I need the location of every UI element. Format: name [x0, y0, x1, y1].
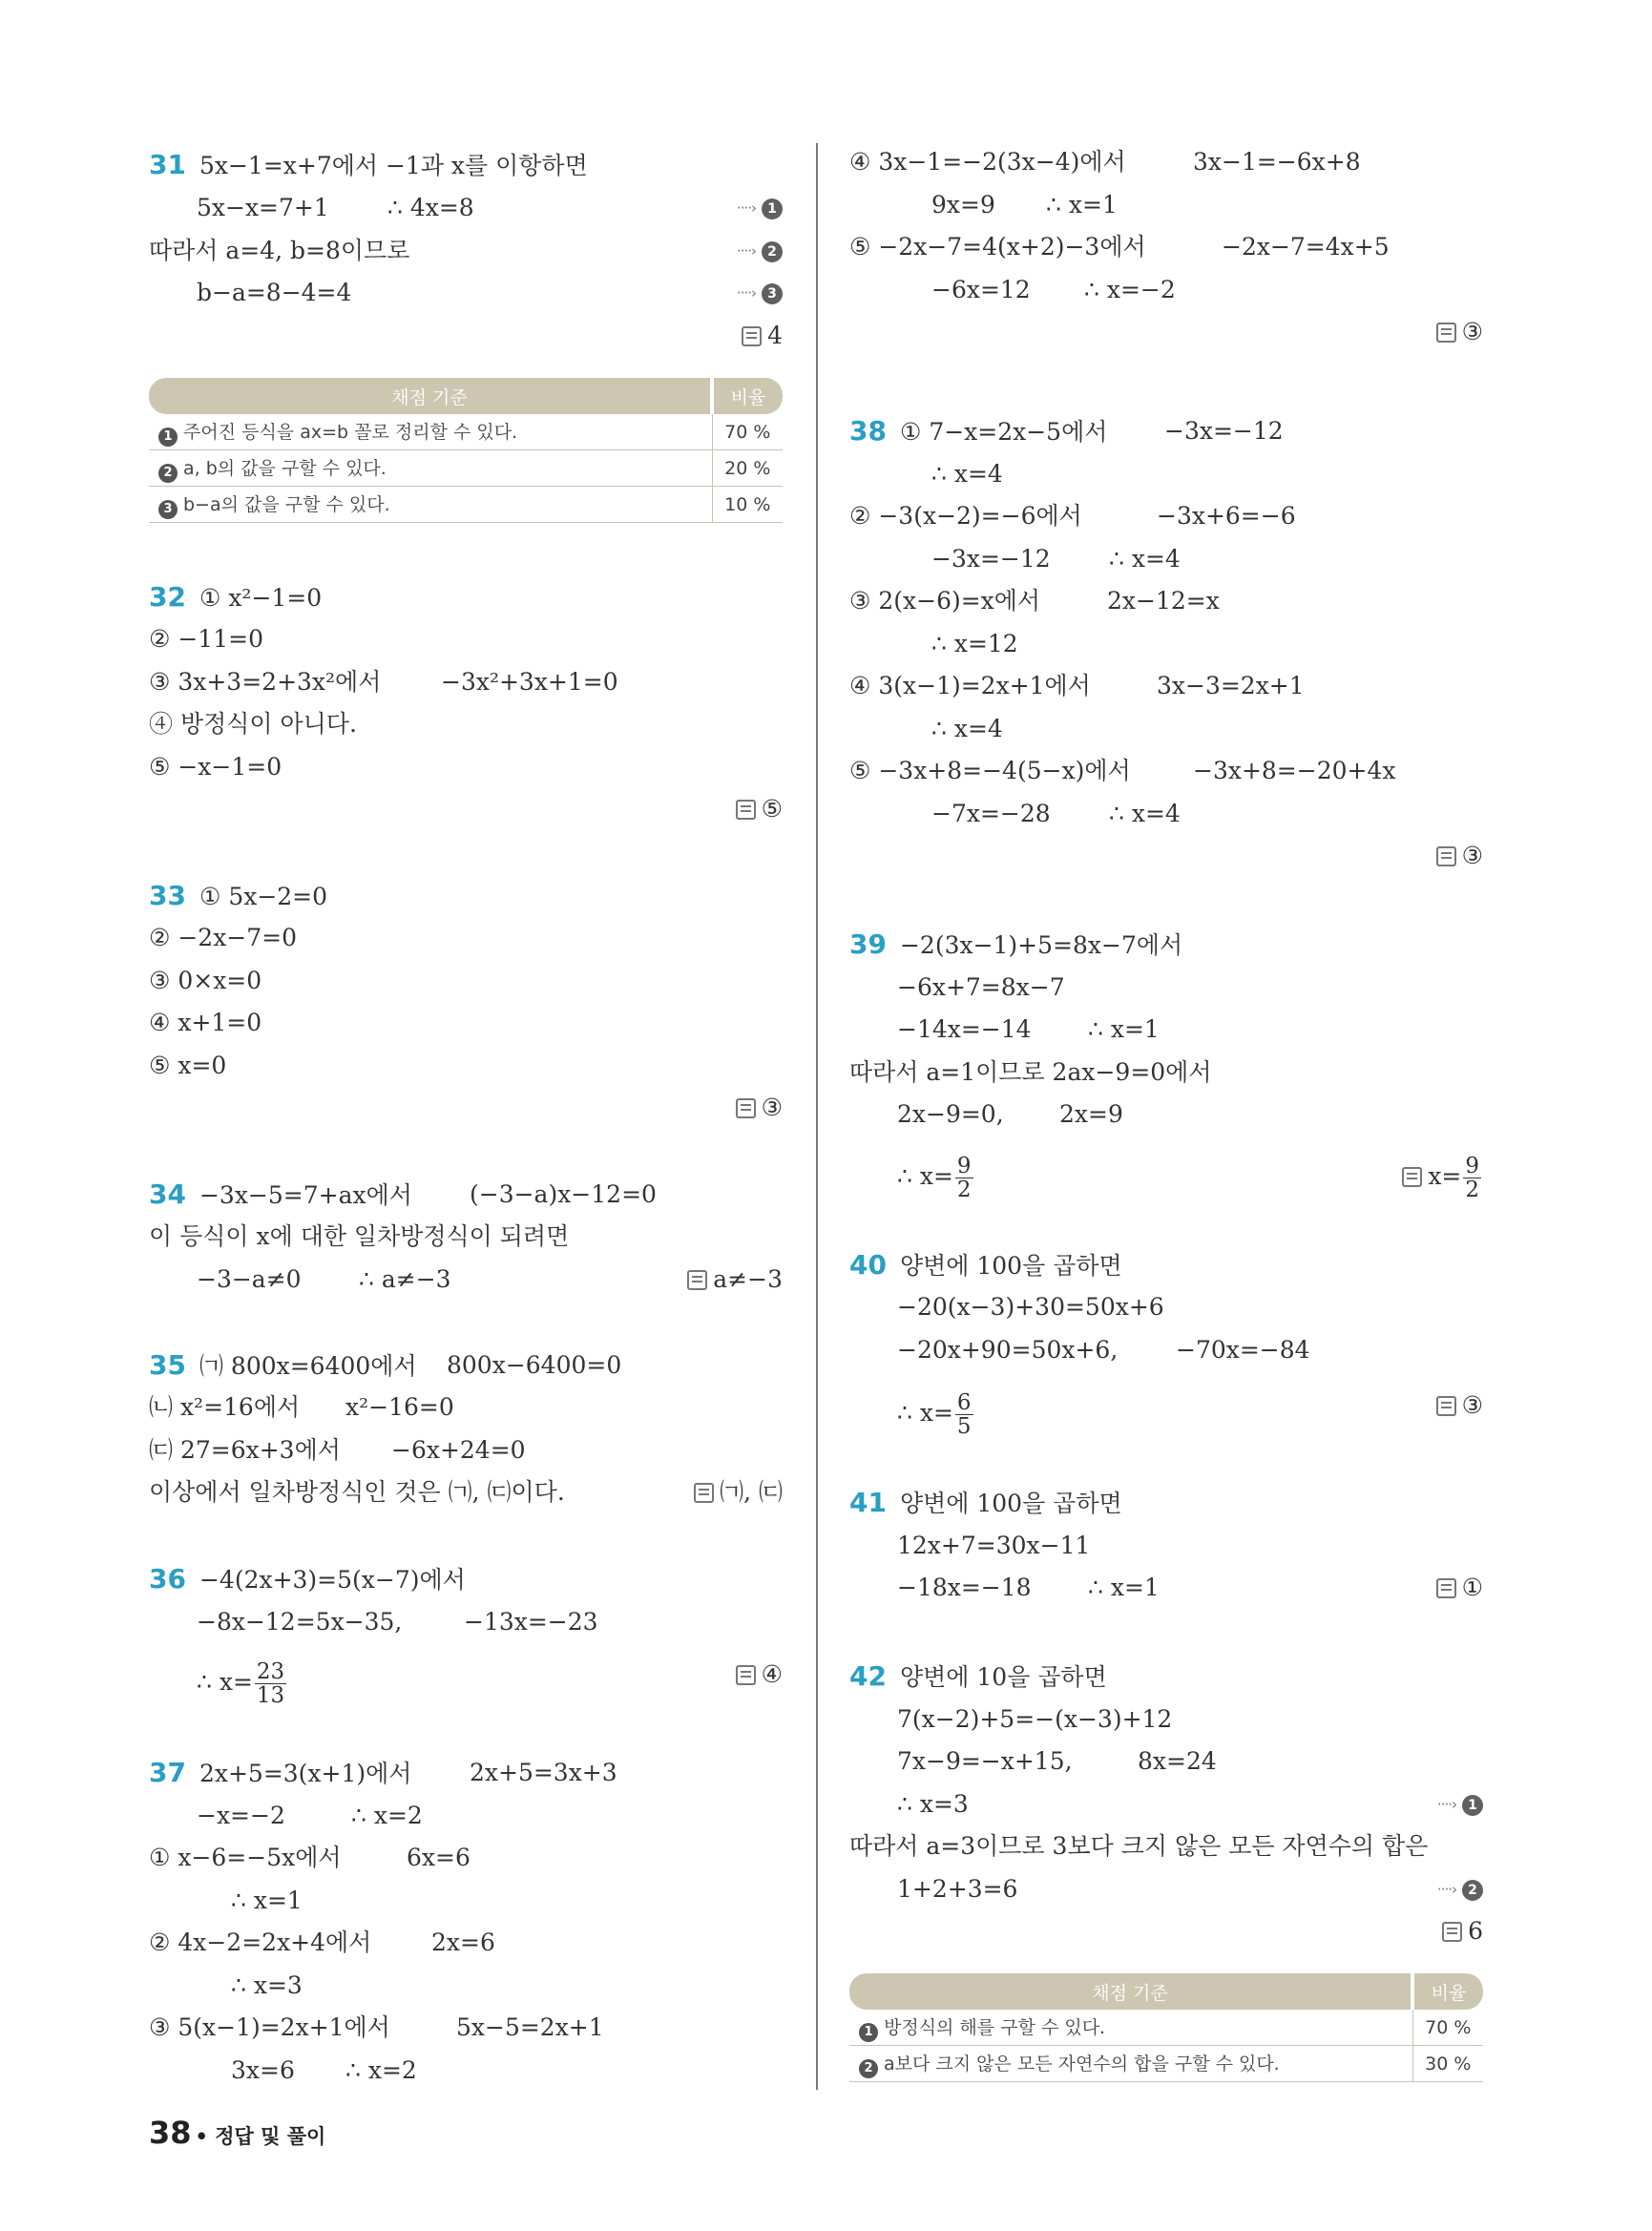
solution-line: −6x+24=0: [391, 1436, 526, 1464]
solution-line: −2(3x−1)+5=8x−7에서: [899, 931, 1183, 959]
answer-badge: ④: [736, 1660, 783, 1689]
solution-line: ② 4x−2=2x+4에서: [149, 1929, 372, 1956]
solution-line: −6x+7=8x−7: [897, 973, 1065, 1001]
solution-line: 3x−3=2x+1: [1157, 672, 1305, 699]
answer-badge: ③: [1436, 1391, 1483, 1420]
problem-number: 31: [149, 149, 186, 180]
solution-line: −x=−2: [197, 1802, 285, 1829]
solution-line: ⑤ x=0: [149, 1052, 227, 1079]
answer-icon: [1402, 1167, 1422, 1187]
solution-line: −70x=−84: [1176, 1336, 1310, 1364]
answer-badge: ③: [1436, 842, 1483, 870]
answer-badge: ③: [1436, 318, 1483, 346]
solution-line: ㈁ x²=16에서: [149, 1393, 301, 1421]
solution-line: 2x−12=x: [1107, 587, 1220, 615]
table-header: 채점 기준: [149, 378, 712, 414]
table-row: 1 주어진 등식을 ax=b 꼴로 정리할 수 있다. 70 %: [149, 414, 783, 450]
answer-badge: 6: [1442, 1917, 1483, 1946]
solution-line: −3x+8=−20+4x: [1193, 757, 1396, 784]
solution-line: ∴ x=1: [1088, 1015, 1160, 1043]
step-marker: ····› 2: [737, 237, 783, 265]
answer-badge: ㈀, ㈂: [694, 1478, 783, 1507]
footer-label: • 정답 및 풀이: [195, 2125, 326, 2148]
solution-line: 따라서 a=3이므로 3보다 크지 않은 모든 자연수의 합은: [849, 1832, 1429, 1860]
table-header: 비율: [1412, 1973, 1483, 2010]
step-marker: ····› 3: [737, 279, 783, 307]
answer-icon: [736, 1665, 756, 1685]
column-divider: [816, 143, 818, 2090]
solution-line: ∴ 4x=8: [387, 194, 474, 221]
solution-line: ∴ x= $\frac{23}{13}$: [197, 1659, 285, 1708]
solution-line: −3x−5=7+ax에서: [199, 1181, 412, 1209]
solution-line: 800x−6400=0: [447, 1351, 622, 1379]
problem-number: 41: [849, 1487, 887, 1518]
solution-line: −13x=−23: [464, 1608, 598, 1636]
answer-icon: [1436, 1396, 1456, 1416]
answer-icon: [1436, 1578, 1456, 1598]
solution-line: −2x−7=4x+5: [1222, 233, 1390, 261]
solution-line: ∴ x=4: [1109, 545, 1181, 573]
solution-line: 5x−5=2x+1: [456, 2013, 604, 2041]
fraction: $\frac{6}{5}$: [956, 1390, 972, 1439]
solution-line: ④ 3x−1=−2(3x−4)에서: [849, 148, 1126, 176]
solution-line: 2x+5=3x+3: [470, 1759, 617, 1786]
solution-line: ∴ x=4: [931, 715, 1003, 742]
solution-line: 양변에 100을 곱하면: [899, 1252, 1122, 1280]
solution-line: ∴ a≠−3: [359, 1265, 451, 1293]
problem-number: 39: [849, 928, 887, 960]
solution-line: −7x=−28: [931, 800, 1051, 827]
solution-line: 6x=6: [407, 1844, 471, 1871]
solution-line: ∴ x=1: [231, 1887, 303, 1914]
answer-icon: [687, 1270, 707, 1290]
solution-line: ② −11=0: [149, 625, 263, 653]
solution-line: ∴ x=−2: [1084, 276, 1176, 303]
table-row: 1 방정식의 해를 구할 수 있다. 70 %: [849, 2010, 1483, 2046]
solution-line: ③ 2(x−6)=x에서: [849, 587, 1041, 615]
solution-line: (−3−a)x−12=0: [470, 1180, 657, 1208]
table-row: 2 a, b의 값을 구할 수 있다. 20 %: [149, 450, 783, 487]
solution-line: −14x=−14: [897, 1015, 1032, 1043]
solution-line: 양변에 10을 곱하면: [899, 1663, 1107, 1691]
problem-number: 33: [149, 880, 186, 911]
solution-line: ∴ x= $\frac{6}{5}$: [897, 1390, 972, 1439]
solution-line: ∴ x=2: [345, 2056, 417, 2084]
solution-line: 양변에 100을 곱하면: [899, 1490, 1122, 1517]
problem-number: 37: [149, 1757, 186, 1788]
solution-line: −20x+90=50x+6,: [897, 1336, 1119, 1364]
answer-badge: ③: [736, 1094, 783, 1122]
solution-line: 이상에서 일차방정식인 것은 ㈀, ㈂이다.: [149, 1478, 565, 1506]
step-marker: ····› 2: [1437, 1875, 1483, 1904]
solution-line: ① 5x−2=0: [199, 883, 328, 910]
solution-line: 3x−1=−6x+8: [1193, 148, 1361, 176]
answer-badge: ⑤: [736, 795, 783, 824]
solution-line: ⑤ −2x−7=4(x+2)−3에서: [849, 233, 1146, 261]
answer-badge: ①: [1436, 1574, 1483, 1602]
solution-line: 5x−x=7+1: [197, 194, 329, 221]
solution-line: 2x+5=3(x+1)에서: [199, 1760, 412, 1787]
table-row: 2 a보다 크지 않은 모든 자연수의 합을 구할 수 있다. 30 %: [849, 2046, 1483, 2082]
scoring-table: [849, 1973, 1483, 2082]
solution-line: 7(x−2)+5=−(x−3)+12: [897, 1705, 1173, 1733]
solution-line: ③ 0×x=0: [149, 967, 262, 994]
solution-line: 9x=9: [931, 191, 995, 219]
page-number: 38: [149, 2115, 192, 2151]
solution-line: ④ x+1=0: [149, 1009, 262, 1036]
problem-number: 32: [149, 581, 186, 613]
solution-line: ① x²−1=0: [199, 584, 323, 612]
solution-line: ∴ x=12: [931, 630, 1018, 657]
solution-line: ∴ x=2: [351, 1802, 423, 1829]
solution-line: ③ 5(x−1)=2x+1에서: [149, 2013, 390, 2041]
solution-line: 1+2+3=6: [897, 1875, 1018, 1903]
answer-badge: a≠−3: [687, 1265, 783, 1294]
problem-number: 40: [849, 1249, 887, 1281]
solution-line: 12x+7=30x−11: [897, 1532, 1091, 1559]
solution-line: ④ 방정식이 아니다.: [149, 710, 357, 738]
table-row: 3 b−a의 값을 구할 수 있다. 10 %: [149, 487, 783, 523]
answer-icon: [694, 1483, 714, 1503]
step-marker: ····› 1: [737, 194, 783, 222]
scoring-table: [149, 378, 783, 523]
solution-line: −18x=−18: [897, 1574, 1032, 1601]
solution-line: −20(x−3)+30=50x+6: [897, 1293, 1164, 1321]
solution-line: ㈀ 800x=6400에서: [199, 1352, 417, 1380]
solution-line: ① 7−x=2x−5에서: [899, 418, 1108, 446]
fraction: $\frac{23}{13}$: [256, 1659, 285, 1708]
solution-line: 5x−1=x+7에서 −1과 x를 이항하면: [199, 152, 588, 179]
solution-line: ⑤ −x−1=0: [149, 753, 282, 781]
solution-line: −3x²+3x+1=0: [441, 668, 618, 696]
solution-line: 2x−9=0,: [897, 1100, 1004, 1128]
solution-line: ∴ x=1: [1046, 191, 1118, 219]
problem-number: 35: [149, 1349, 186, 1381]
solution-line: ㈂ 27=6x+3에서: [149, 1436, 341, 1464]
solution-line: b−a=8−4=4: [197, 279, 352, 306]
solution-line: 2x=6: [431, 1929, 495, 1956]
solution-line: −3x+6=−6: [1157, 502, 1296, 530]
solution-line: 따라서 a=1이므로 2ax−9=0에서: [849, 1058, 1212, 1086]
answer-icon: [742, 326, 762, 346]
solution-line: 7x−9=−x+15,: [897, 1747, 1073, 1775]
solution-line: 따라서 a=4, b=8이므로: [149, 237, 410, 264]
solution-line: ③ 3x+3=2+3x²에서: [149, 668, 382, 696]
solution-line: −4(2x+3)=5(x−7)에서: [199, 1566, 466, 1594]
solution-line: ② −3(x−2)=−6에서: [849, 502, 1082, 530]
problem-number: 42: [849, 1660, 887, 1692]
solution-line: ∴ x=3: [231, 1971, 303, 1999]
solution-line: ∴ x=3: [897, 1790, 969, 1818]
problem-number: 34: [149, 1178, 186, 1210]
solution-line: −8x−12=5x−35,: [197, 1608, 403, 1636]
solution-line: ① x−6=−5x에서: [149, 1844, 342, 1871]
answer-icon: [736, 800, 756, 820]
answer-badge: 4: [742, 322, 783, 350]
fraction: $\frac{9}{2}$: [956, 1154, 972, 1202]
answer-badge: x= $\frac{9}{2}$: [1402, 1155, 1483, 1201]
problem-number: 38: [849, 415, 887, 447]
solution-line: 3x=6: [231, 2056, 295, 2084]
solution-line: ∴ x=1: [1088, 1574, 1160, 1601]
problem-number: 36: [149, 1563, 186, 1595]
fraction: $\frac{9}{2}$: [1465, 1154, 1479, 1202]
solution-line: 8x=24: [1138, 1747, 1217, 1775]
table-header: 채점 기준: [849, 1973, 1412, 2010]
solution-line: −6x=12: [931, 276, 1031, 303]
answer-icon: [736, 1098, 756, 1118]
answer-icon: [1436, 323, 1456, 343]
solution-line: 이 등식이 x에 대한 일차방정식이 되려면: [149, 1222, 570, 1250]
solution-line: ∴ x=4: [931, 460, 1003, 488]
solution-line: −3x=−12: [931, 545, 1051, 573]
solution-line: −3−a≠0: [197, 1265, 302, 1293]
solution-line: −3x=−12: [1164, 417, 1284, 445]
answer-icon: [1436, 846, 1456, 866]
step-marker: ····› 1: [1437, 1790, 1483, 1819]
solution-line: ④ 3(x−1)=2x+1에서: [849, 672, 1091, 699]
solution-line: ∴ x= $\frac{9}{2}$: [897, 1154, 972, 1202]
answer-icon: [1442, 1922, 1462, 1942]
solution-line: 2x=9: [1059, 1100, 1123, 1128]
solution-line: ② −2x−7=0: [149, 924, 298, 951]
table-header: 비율: [712, 378, 783, 414]
solution-line: ∴ x=4: [1109, 800, 1181, 827]
page-footer: [149, 2115, 325, 2151]
solution-line: x²−16=0: [345, 1393, 454, 1421]
solution-line: ⑤ −3x+8=−4(5−x)에서: [849, 757, 1131, 784]
